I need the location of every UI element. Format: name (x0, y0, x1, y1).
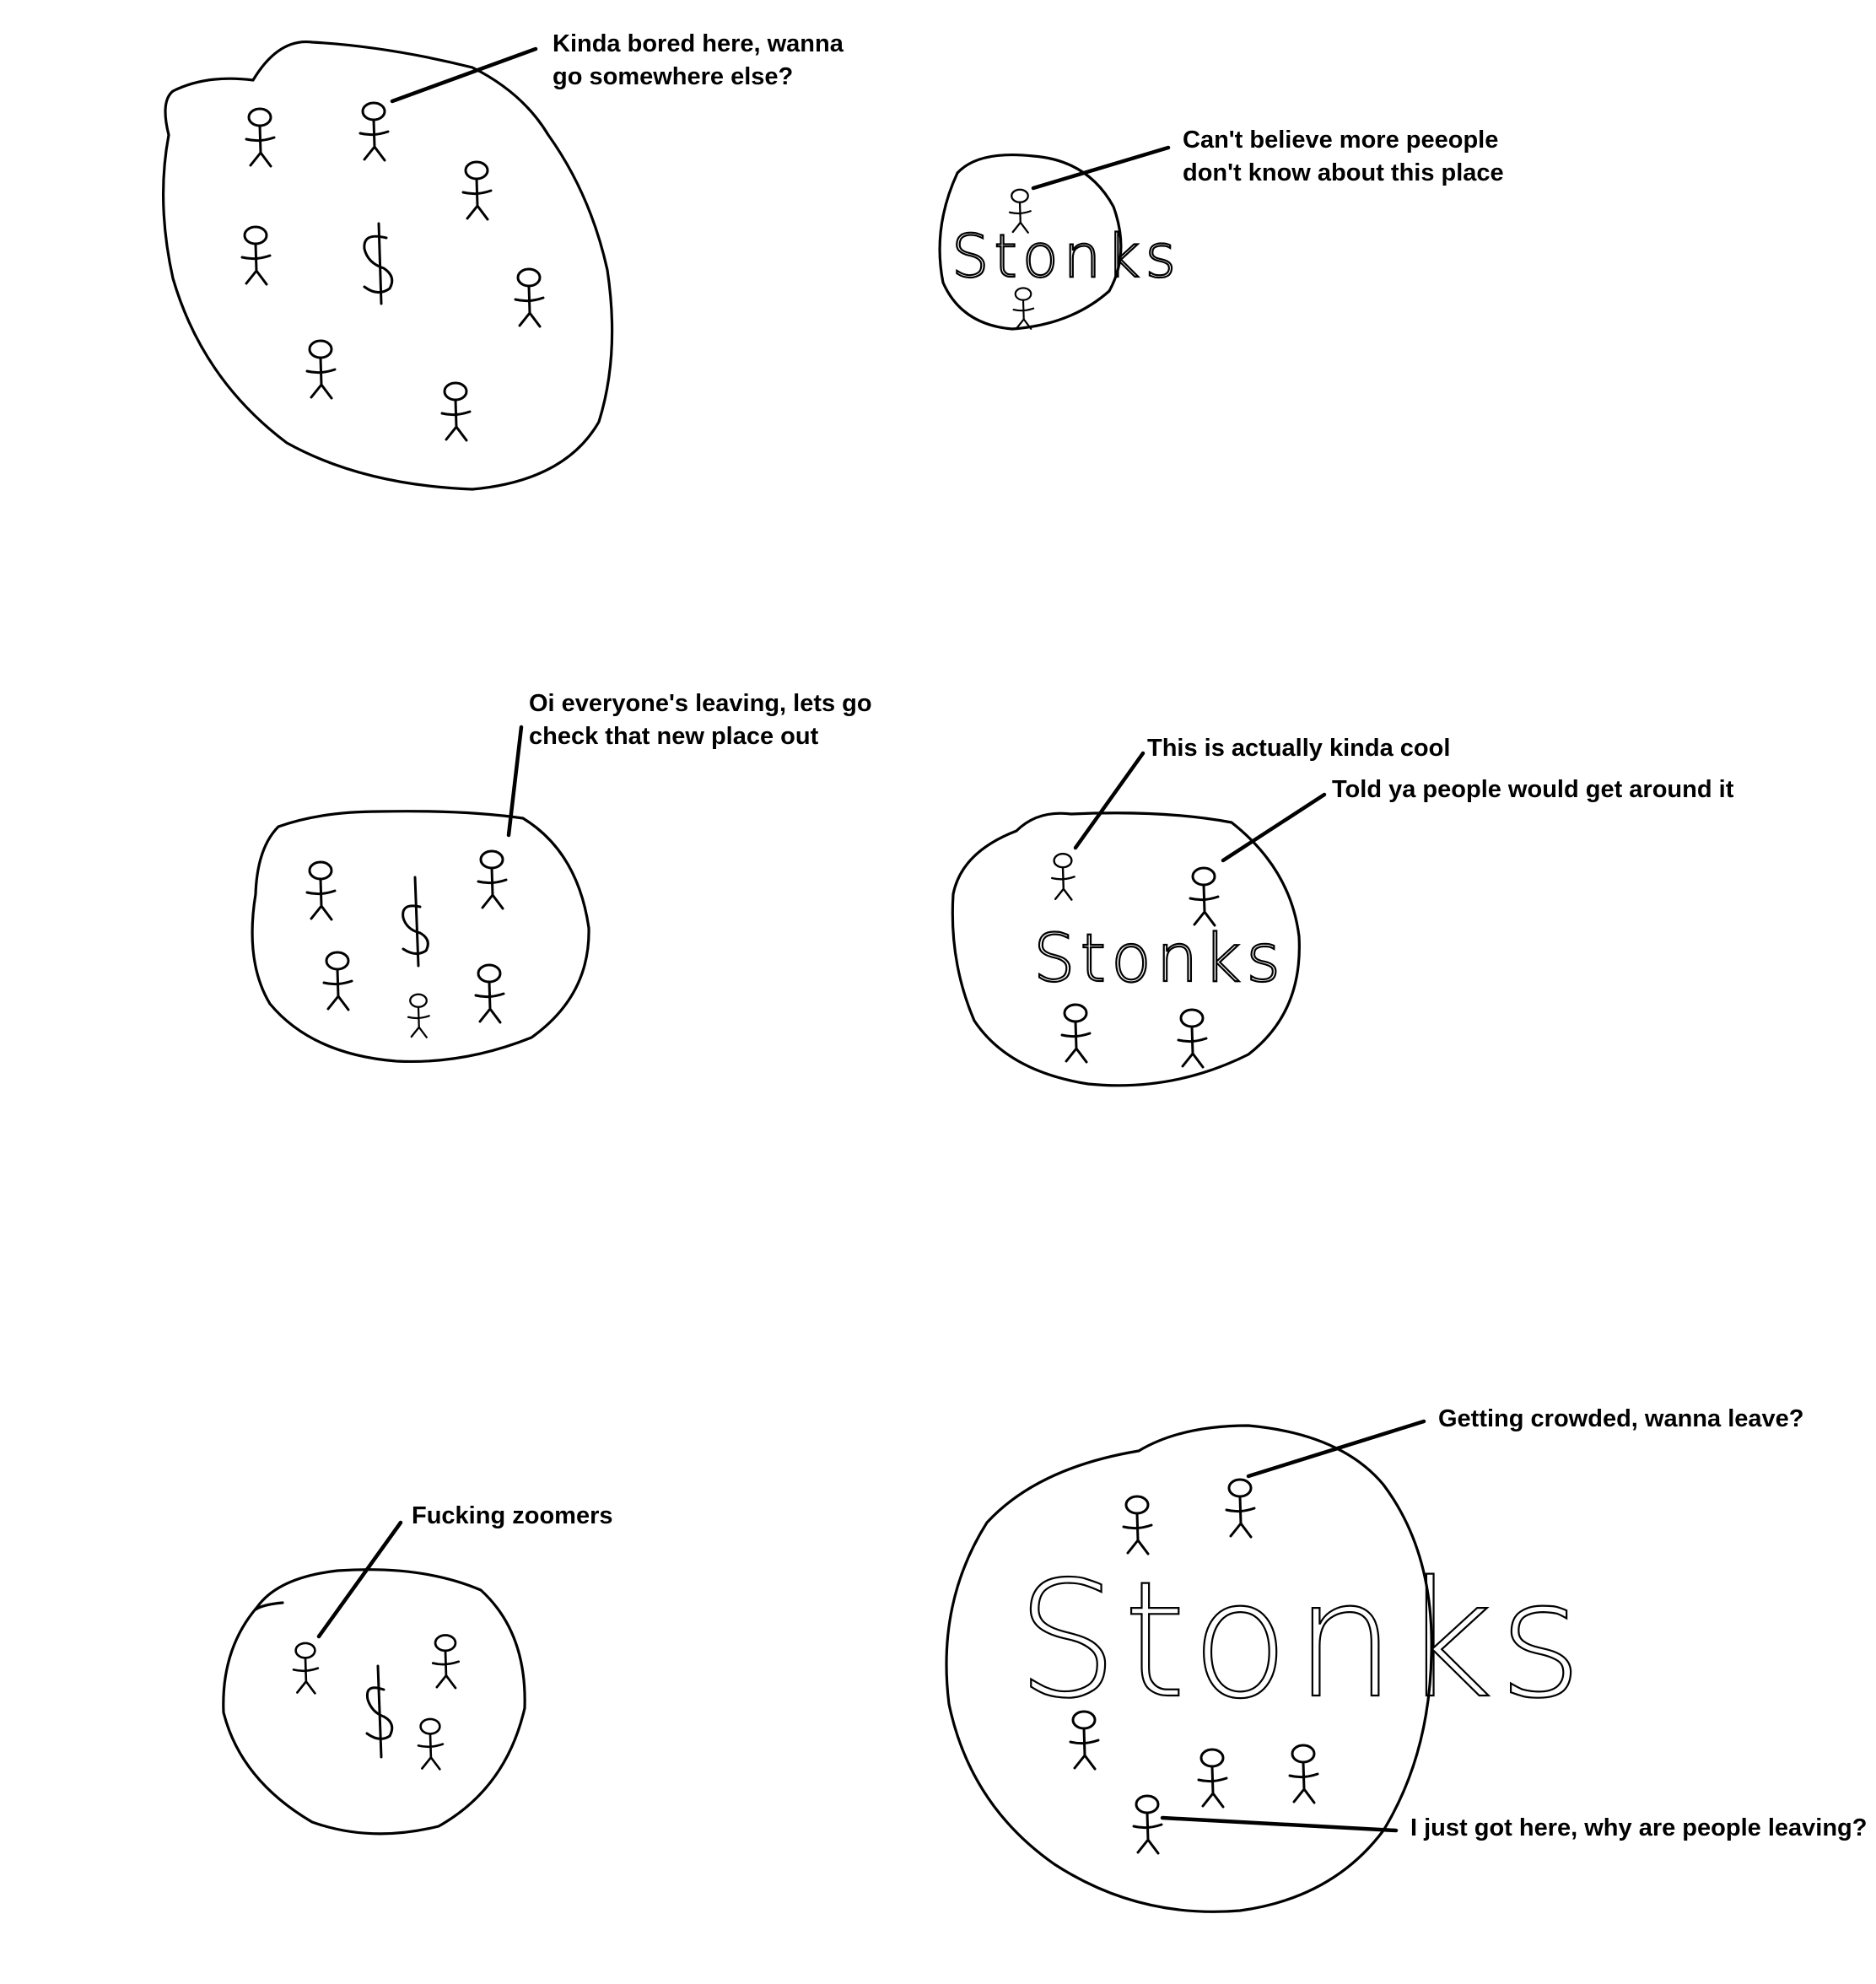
stick-figure (478, 851, 506, 908)
stick-figure (294, 1643, 318, 1694)
stick-figure (1062, 1005, 1090, 1062)
speech-caption: Told ya people would get around it (1332, 776, 1734, 803)
stonks-word: Stonks (951, 222, 1182, 291)
stick-figure (418, 1719, 443, 1770)
dollar-sign (367, 1666, 392, 1757)
stick-figure (246, 109, 274, 166)
place-outline (252, 811, 589, 1062)
speech-caption: Can't believe more peeople don't know about this place (1183, 127, 1504, 186)
speech-caption: Oi everyone's leaving, lets go check that new place out (529, 690, 872, 750)
stick-figure (1190, 868, 1218, 925)
stick-figure (360, 103, 388, 160)
dollar-sign (403, 877, 429, 966)
speech-caption: Getting crowded, wanna leave? (1438, 1405, 1804, 1432)
stick-figure (1178, 1010, 1206, 1067)
speech-caption: I just got here, why are people leaving? (1410, 1814, 1868, 1841)
speech-caption: Kinda bored here, wanna go somewhere else? (553, 30, 844, 90)
stick-figure (1134, 1796, 1162, 1853)
panel-2-stonks-place (940, 148, 1181, 329)
panel-3-dollar-place (252, 727, 589, 1061)
stick-figure (408, 995, 429, 1038)
stonks-word: Stonks (1033, 921, 1286, 997)
stick-figure (1226, 1480, 1254, 1537)
stick-figure (476, 965, 504, 1022)
place-outline (224, 1570, 525, 1834)
stick-figure (1014, 288, 1034, 328)
speech-caption: Fucking zoomers (412, 1502, 613, 1529)
speech-caption: This is actually kinda cool (1147, 735, 1451, 762)
stick-figure (307, 862, 335, 919)
speech-pointer (1162, 1818, 1396, 1830)
panel-5-dollar-place (224, 1523, 525, 1834)
stick-figure (242, 227, 270, 284)
panel-1-dollar-place (164, 42, 612, 489)
place-outline (164, 42, 612, 489)
stick-figure (433, 1635, 458, 1688)
speech-pointer (1033, 148, 1168, 188)
speech-pointer (319, 1523, 401, 1636)
stick-figure (1199, 1749, 1226, 1807)
dollar-sign (364, 224, 392, 304)
stick-figure (1290, 1745, 1318, 1803)
stick-figure (1124, 1496, 1151, 1554)
stick-figure (463, 162, 491, 219)
stick-figure (442, 383, 470, 440)
stick-figure (1052, 854, 1074, 899)
stonks-word: Stonks (1016, 1547, 1588, 1733)
stick-figure (307, 341, 335, 398)
panel-4-stonks-place (952, 753, 1324, 1086)
stick-figure (515, 269, 543, 326)
speech-pointer (1075, 753, 1143, 848)
stick-figure (324, 952, 352, 1010)
